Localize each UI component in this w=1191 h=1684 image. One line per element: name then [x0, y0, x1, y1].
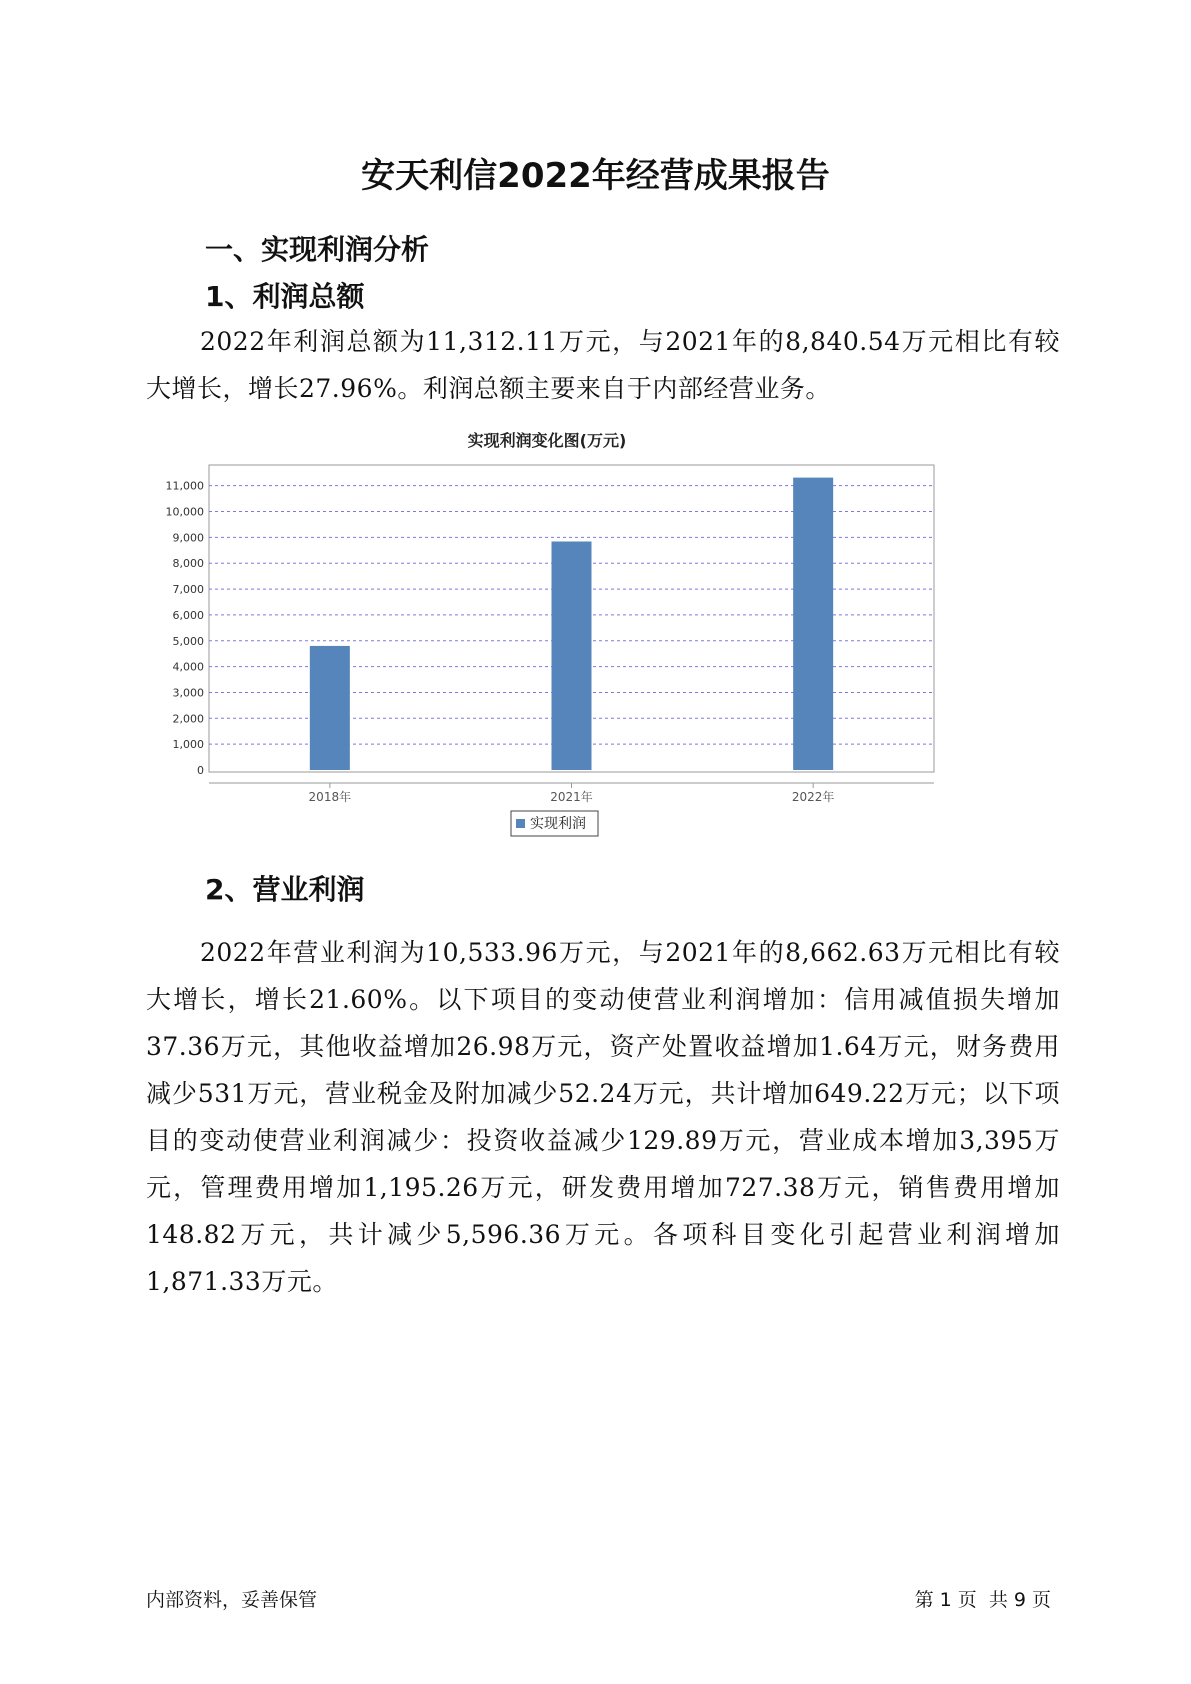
y-tick-label: 7,000	[172, 583, 204, 597]
x-tick-label: 2022年	[791, 790, 835, 804]
y-tick-label: 11,000	[165, 479, 204, 493]
x-axis-ticks	[309, 783, 835, 804]
y-tick-label: 5,000	[172, 634, 204, 648]
paragraph-profit-total: 2022年利润总额为11,312.11万元，与2021年的8,840.54万元相比有较大增长，增长27.96%。利润总额主要来自于内部经营业务。	[146, 327, 1060, 403]
y-tick-label: 4,000	[172, 660, 204, 674]
y-tick-label: 6,000	[172, 608, 204, 622]
section-heading: 一、实现利润分析	[205, 233, 430, 266]
footer-note: 内部资料，妥善保管	[146, 1589, 318, 1611]
legend-swatch	[516, 819, 525, 828]
page-number: 第 1 页 共 9 页	[914, 1589, 1051, 1611]
y-axis-ticks	[166, 480, 205, 777]
x-tick-label: 2018年	[308, 790, 352, 804]
y-tick-label: 1,000	[172, 738, 204, 752]
y-tick-label: 9,000	[172, 531, 204, 545]
profit-bar-chart	[150, 431, 970, 850]
document-title: 安天利信2022年经营成果报告	[361, 156, 830, 196]
chart-legend	[511, 811, 598, 836]
subsection-heading-profit-total: 1、利润总额	[205, 280, 365, 313]
y-tick-label: 10,000	[165, 505, 204, 519]
bar	[310, 646, 350, 770]
legend-label: 实现利润	[530, 816, 586, 832]
x-tick-label: 2021年	[550, 790, 593, 804]
y-tick-label: 0	[197, 764, 204, 777]
y-tick-label: 3,000	[172, 686, 204, 700]
bar	[793, 478, 833, 770]
chart-title: 实现利润变化图(万元)	[467, 431, 627, 450]
y-tick-label: 2,000	[172, 712, 204, 726]
bar	[552, 541, 592, 770]
subsection-heading-operating-profit: 2、营业利润	[205, 873, 365, 906]
y-tick-label: 8,000	[172, 557, 204, 571]
paragraph-operating-profit: 2022年营业利润为10,533.96万元，与2021年的8,662.63万元相比有较大增长，增长21.60%。以下项目的变动使营业利润增加：信用减值损失增加37.36万元，其他收益增加26.98万元，资产处置收益增加1.64万元，财务费用减少531万元，营业税金及附加减少52.24万元，共计增加649.22万元；以下项目的变动使营业利润减少：投资收益减少129.89万元，营业成本增加3,395万元，管理费用增加1,195.26万元，研发费用增加727.38万元，销售费用增加148.82万元，共计减少5,596.36万元。各项科目变化引起营业利润增加1,871.33万元。	[146, 938, 1060, 1296]
